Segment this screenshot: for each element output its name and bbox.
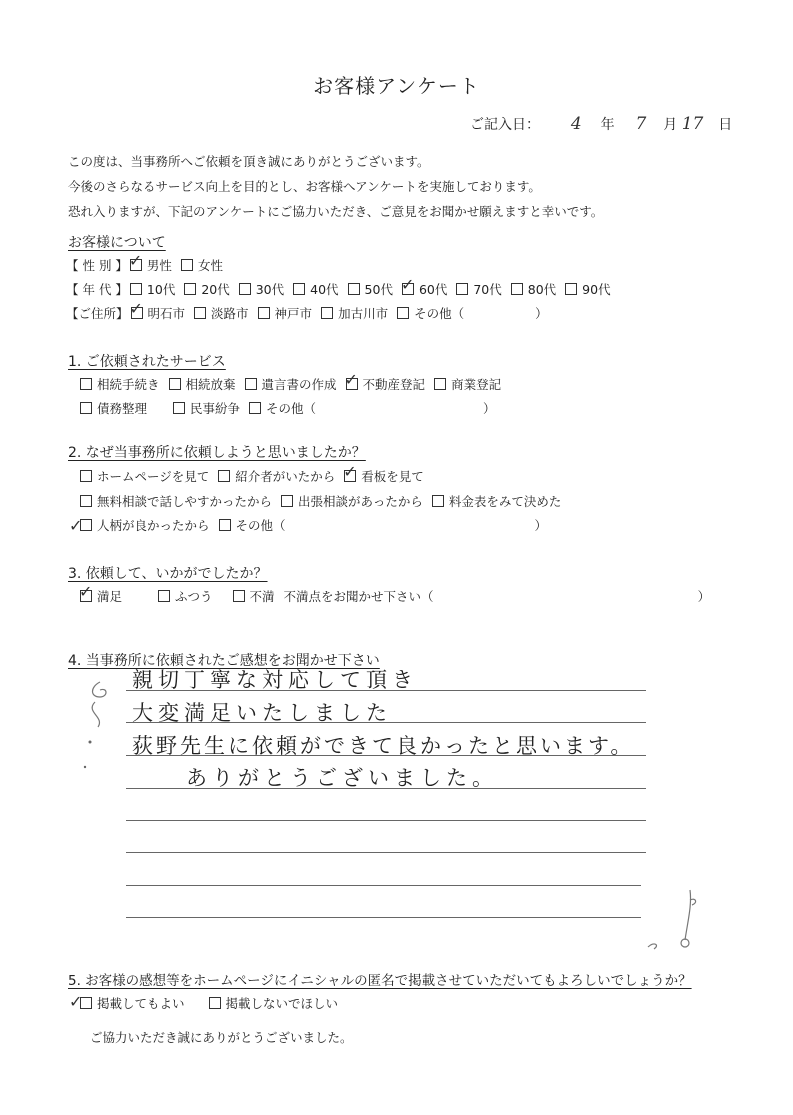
intro-line: 恐れ入りますが、下記のアンケートにご協力いただき、ご意見をお聞かせ願えますと幸いです。	[68, 204, 604, 219]
checkbox[interactable]	[69, 992, 92, 1011]
intro-line: この度は、当事務所へご依頼を頂き誠にありがとうございます。	[68, 154, 430, 169]
checkbox[interactable]	[456, 283, 468, 295]
checkbox[interactable]	[239, 283, 251, 295]
reason-option[interactable]	[343, 462, 424, 485]
checkbox[interactable]	[434, 378, 446, 390]
checkbox[interactable]	[80, 495, 92, 507]
address-option[interactable]	[194, 304, 249, 322]
option-label: 商業登記	[451, 377, 502, 392]
gender-female-option[interactable]	[181, 256, 223, 274]
check-mark-icon: ✓	[343, 462, 357, 481]
option-label: 淡路市	[211, 306, 249, 321]
checkbox[interactable]	[128, 251, 143, 271]
checkbox[interactable]	[281, 495, 293, 507]
checkbox[interactable]	[158, 590, 170, 602]
q2-row	[69, 516, 548, 535]
option-label: その他（	[235, 518, 286, 533]
checkbox[interactable]	[400, 275, 415, 295]
date-month-value: 7	[635, 114, 647, 134]
q2-close-paren: ）	[534, 518, 548, 533]
checkbox[interactable]	[173, 402, 185, 414]
gender-row	[66, 251, 232, 274]
date-day-value: 17	[681, 114, 704, 134]
checkbox[interactable]	[432, 495, 444, 507]
option-label: 不満	[249, 589, 275, 604]
option-label: ホームページを見て	[97, 469, 210, 484]
age-option[interactable]	[565, 280, 610, 298]
option-label: 人柄が良かったから	[97, 518, 210, 533]
option-label: 70代	[473, 282, 502, 297]
service-option[interactable]	[249, 399, 316, 417]
option-label: 掲載してもよい	[97, 996, 185, 1011]
reason-option[interactable]	[80, 467, 209, 485]
option-label: 不動産登記	[362, 377, 426, 392]
reason-option[interactable]	[80, 492, 272, 510]
option-label: 満足	[97, 589, 123, 604]
q3-close-paren: ）	[697, 589, 711, 604]
option-label: 加古川市	[338, 306, 389, 321]
reason-option[interactable]	[218, 467, 335, 485]
address-option[interactable]	[129, 299, 186, 322]
checkbox[interactable]	[80, 402, 92, 414]
check-mark-icon: ✓	[400, 275, 415, 294]
checkbox[interactable]	[344, 370, 358, 390]
q5-row	[69, 992, 347, 1012]
service-option[interactable]	[80, 375, 160, 393]
checkbox[interactable]	[218, 470, 230, 482]
option-label: 60代	[418, 282, 448, 297]
option-label: その他（	[414, 306, 465, 321]
option-label: 女性	[197, 258, 223, 273]
option-label: 遺言書の作成	[261, 377, 337, 392]
publish-option[interactable]	[69, 992, 185, 1012]
check-mark-icon: ✓	[79, 582, 93, 601]
service-option[interactable]	[434, 375, 501, 393]
address-option[interactable]	[397, 304, 464, 322]
option-label: 出張相談があったから	[298, 494, 423, 509]
service-option[interactable]	[245, 375, 337, 393]
option-label: 民事紛争	[190, 401, 241, 416]
age-option[interactable]	[456, 280, 501, 298]
check-mark-icon: ✓	[128, 251, 143, 270]
entry-date	[470, 114, 732, 134]
option-label: 40代	[310, 282, 339, 297]
answer-line	[126, 820, 646, 821]
option-label: 料金表をみて決めた	[448, 494, 562, 509]
service-option[interactable]	[80, 399, 147, 417]
checkbox[interactable]	[245, 378, 257, 390]
check-mark-icon: ✓	[69, 992, 83, 1011]
check-mark-icon: ✓	[69, 516, 83, 535]
checkbox[interactable]	[181, 259, 193, 271]
option-label: ふつう	[175, 589, 213, 604]
age-option[interactable]	[293, 280, 338, 298]
option-label: その他（	[266, 401, 317, 416]
option-label: 相続放棄	[185, 377, 236, 392]
reason-option[interactable]	[432, 492, 562, 510]
closing-message: ご協力いただき誠にありがとうございました。	[90, 1030, 353, 1045]
date-year-value: 4	[570, 114, 582, 134]
service-option[interactable]	[169, 375, 236, 393]
q3-heading: 3. 依頼して、いかがでしたか？	[68, 566, 268, 582]
q1-heading: 1. ご依頼されたサービス	[68, 354, 226, 370]
option-label: 30代	[255, 282, 285, 297]
option-label: 10代	[146, 282, 176, 297]
checkbox[interactable]	[194, 307, 206, 319]
checkbox[interactable]	[80, 378, 92, 390]
date-year-unit: 年	[600, 117, 615, 133]
checkbox[interactable]	[129, 299, 143, 319]
checkbox[interactable]	[397, 307, 409, 319]
gender-male-option[interactable]	[128, 251, 172, 274]
customer-heading: お客様について	[68, 235, 166, 251]
q2-row	[80, 462, 433, 485]
checkbox[interactable]	[209, 997, 221, 1009]
address-label: 【ご住所】	[66, 306, 129, 321]
option-label: 債務整理	[97, 401, 148, 416]
checkbox[interactable]	[69, 516, 92, 535]
checkbox[interactable]	[130, 283, 142, 295]
handwritten-answer-line: 大変満足いたしました	[132, 701, 392, 725]
satisfaction-option[interactable]	[158, 587, 213, 605]
answer-line	[126, 885, 641, 886]
address-row	[66, 299, 548, 322]
checkbox[interactable]	[233, 590, 245, 602]
date-month-unit: 月	[663, 117, 678, 133]
address-close-paren: ）	[535, 306, 548, 321]
q2-row	[80, 492, 570, 510]
age-option[interactable]	[348, 280, 393, 298]
complaint-note: 不満点をお聞かせ下さい（	[283, 589, 434, 604]
answer-line	[126, 917, 641, 918]
option-label: 50代	[364, 282, 393, 297]
age-option[interactable]	[400, 275, 448, 298]
reason-option[interactable]	[69, 516, 210, 535]
q1-row	[80, 370, 510, 393]
satisfaction-option[interactable]	[233, 587, 275, 605]
checkbox[interactable]	[258, 307, 270, 319]
age-option[interactable]	[511, 280, 556, 298]
satisfaction-option[interactable]	[79, 582, 123, 605]
option-label: 紹介者がいたから	[235, 469, 336, 484]
answer-line	[126, 852, 646, 853]
option-label: 無料相談で話しやすかったから	[97, 494, 273, 509]
option-label: 20代	[201, 282, 230, 297]
checkbox[interactable]	[321, 307, 333, 319]
option-label: 神戸市	[274, 306, 313, 321]
address-option[interactable]	[321, 304, 388, 322]
checkbox[interactable]	[80, 470, 92, 482]
check-mark-icon: ✓	[344, 370, 358, 389]
q5-heading: 5. お客様の感想等をホームページにイニシャルの匿名で掲載させていただいてもよろしいでしょうか？	[68, 973, 692, 989]
service-option[interactable]	[173, 399, 240, 417]
q4-heading: 4. 当事務所に依頼されたご感想をお聞かせ下さい	[68, 653, 380, 669]
publish-option[interactable]	[209, 994, 339, 1012]
q1-close-paren: ）	[483, 401, 496, 416]
age-option[interactable]	[184, 280, 229, 298]
checkbox[interactable]	[293, 283, 305, 295]
option-label: 男性	[146, 258, 172, 273]
age-row	[66, 275, 620, 298]
floral-decoration-icon	[80, 672, 120, 782]
checkbox[interactable]	[249, 402, 261, 414]
option-label: 掲載しないでほしい	[225, 996, 339, 1011]
page-title: お客様アンケート	[313, 74, 480, 98]
reason-option[interactable]	[219, 516, 286, 534]
option-label: 90代	[582, 282, 611, 297]
gender-label: 【 性 別 】	[66, 258, 128, 273]
checkbox[interactable]	[219, 519, 231, 531]
option-label: 80代	[527, 282, 557, 297]
checkbox[interactable]	[343, 462, 357, 482]
date-prefix: ご記入日：	[470, 117, 540, 133]
service-option[interactable]	[344, 370, 426, 393]
q1-row	[80, 399, 496, 417]
q2-heading: 2. なぜ当事務所に依頼しようと思いましたか？	[68, 445, 366, 461]
q3-row	[79, 582, 711, 605]
checkbox[interactable]	[348, 283, 360, 295]
handwritten-answer-line: 荻野先生に依頼ができて良かったと思います。	[132, 734, 635, 758]
age-label: 【 年 代 】	[66, 282, 128, 297]
reason-option[interactable]	[281, 492, 423, 510]
option-label: 明石市	[147, 306, 186, 321]
address-option[interactable]	[258, 304, 313, 322]
age-option[interactable]	[130, 280, 175, 298]
floral-decoration-icon	[640, 885, 710, 955]
checkbox[interactable]	[511, 283, 523, 295]
checkbox[interactable]	[79, 582, 93, 602]
age-option[interactable]	[239, 280, 284, 298]
option-label: 看板を見て	[361, 469, 424, 484]
handwritten-answer-line: ありがとうございました。	[186, 766, 498, 790]
option-label: 相続手続き	[97, 377, 160, 392]
checkbox[interactable]	[184, 283, 196, 295]
check-mark-icon: ✓	[129, 299, 143, 318]
checkbox[interactable]	[565, 283, 577, 295]
handwritten-answer-line: 親切丁寧な対応して頂き	[132, 668, 418, 692]
date-day-unit: 日	[718, 117, 733, 133]
intro-line: 今後のさらなるサービス向上を目的とし、お客様へアンケートを実施しております。	[68, 179, 541, 194]
checkbox[interactable]	[169, 378, 181, 390]
